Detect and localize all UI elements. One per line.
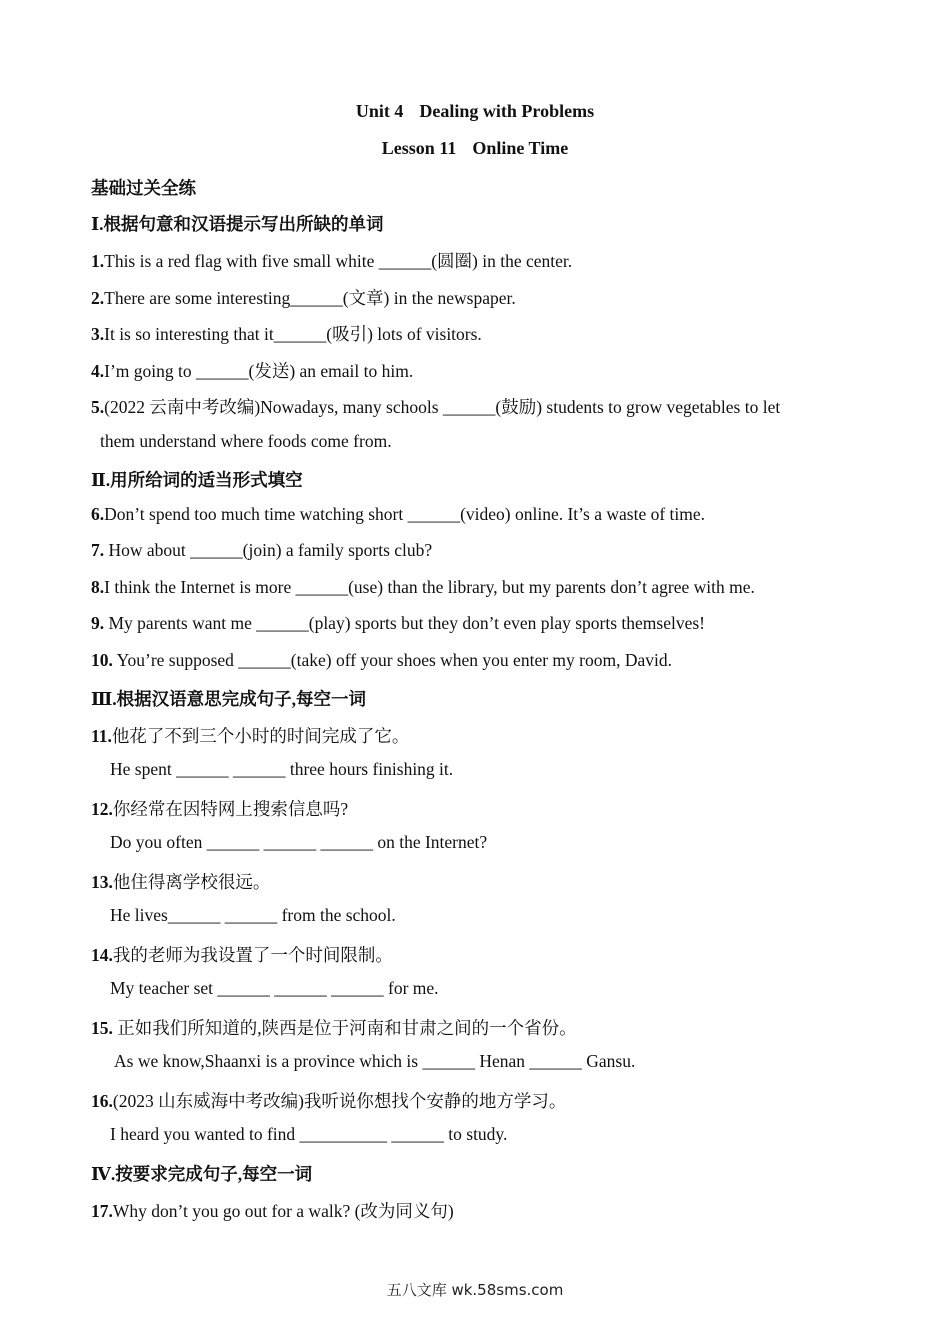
question-number: 8. [91, 577, 105, 597]
question-text: 正如我们所知道的,陕西是位于河南和甘肃之间的一个省份。 [112, 1018, 577, 1038]
question-7 [91, 540, 432, 561]
lesson-number: Lesson 11 [381, 138, 457, 158]
question-9 [91, 613, 705, 634]
question-number: 17. [91, 1201, 113, 1221]
question-number: 4. [91, 361, 105, 381]
question-number: 13. [91, 872, 113, 892]
question-1 [91, 248, 572, 273]
question-number: 9. [91, 613, 105, 633]
question-6 [91, 504, 705, 525]
question-text: (2022 云南中考改编)Nowadays, many schools ______(鼓励) students to grow vegetables to let [104, 397, 781, 417]
question-text: 他花了不到三个小时的时间完成了它。 [111, 726, 410, 746]
question-15 [91, 1015, 577, 1040]
unit-name: Dealing with Problems [419, 101, 595, 121]
question-11-answer-line: He spent ______ ______ three hours finishing it. [110, 759, 454, 779]
lesson-name: Online Time [472, 138, 569, 158]
question-text: 你经常在因特网上搜索信息吗? [112, 799, 349, 819]
question-text: You’re supposed ______(take) off your shoes when you enter my room, David. [112, 650, 672, 670]
question-8 [91, 577, 755, 598]
question-16-answer-line: I heard you wanted to find __________ ______ to study. [110, 1124, 508, 1144]
question-number: 10. [91, 650, 113, 670]
question-11 [91, 723, 409, 748]
question-number: 15. [91, 1018, 113, 1038]
question-13-answer-line: He lives______ ______ from the school. [110, 905, 396, 925]
unit-title [0, 101, 950, 122]
question-12-answer-line: Do you often ______ ______ ______ on the Internet? [110, 832, 488, 852]
question-16 [91, 1088, 566, 1113]
unit-number: Unit 4 [355, 101, 404, 121]
lesson-title [0, 138, 950, 159]
question-10 [91, 650, 672, 671]
question-number: 5. [91, 397, 105, 417]
question-text: My parents want me ______(play) sports but they don’t even play sports themselves! [104, 613, 706, 633]
question-3 [91, 321, 482, 346]
question-number: 1. [91, 251, 105, 271]
section-2-heading: Ⅱ.用所给词的适当形式填空 [91, 470, 303, 490]
footer-watermark: 五八文库 wk.58sms.com [386, 1281, 564, 1299]
section-1-heading: Ⅰ.根据句意和汉语提示写出所缺的单词 [91, 214, 384, 234]
question-15-answer-line: As we know,Shaanxi is a province which is ______ Henan ______ Gansu. [114, 1051, 636, 1071]
question-number: 2. [91, 288, 105, 308]
question-17 [91, 1198, 454, 1223]
question-number: 12. [91, 799, 113, 819]
question-12 [91, 796, 348, 821]
question-13 [91, 869, 270, 894]
question-text: Don’t spend too much time watching short ______(video) online. It’s a waste of time. [104, 504, 706, 524]
question-text: (2023 山东威海中考改编)我听说你想找个安静的地方学习。 [112, 1091, 567, 1111]
question-5-continuation: them understand where foods come from. [100, 431, 392, 451]
section-3-heading: Ⅲ.根据汉语意思完成句子,每空一词 [91, 689, 367, 709]
question-number: 11. [91, 726, 112, 746]
question-number: 3. [91, 324, 105, 344]
question-number: 7. [91, 540, 105, 560]
question-text: I think the Internet is more ______(use) than the library, but my parents don’t agree with me. [104, 577, 755, 597]
question-text: This is a red flag with five small white ______(圆圈) in the center. [104, 251, 573, 271]
question-14 [91, 942, 393, 967]
section-main-heading: 基础过关全练 [91, 178, 196, 198]
question-text: I’m going to ______(发送) an email to him. [104, 361, 414, 381]
section-4-heading: Ⅳ.按要求完成句子,每空一词 [91, 1164, 313, 1184]
question-4 [91, 358, 413, 383]
question-text: 我的老师为我设置了一个时间限制。 [112, 945, 393, 965]
question-text: Why don’t you go out for a walk? (改为同义句) [112, 1201, 454, 1221]
question-14-answer-line: My teacher set ______ ______ ______ for me. [110, 978, 439, 998]
question-number: 14. [91, 945, 113, 965]
question-number: 6. [91, 504, 105, 524]
question-text: There are some interesting______(文章) in the newspaper. [104, 288, 516, 308]
question-text: How about ______(join) a family sports club? [104, 540, 433, 560]
question-5 [91, 394, 780, 419]
question-2 [91, 285, 516, 310]
question-text: 他住得离学校很远。 [112, 872, 271, 892]
question-text: It is so interesting that it______(吸引) lots of visitors. [104, 324, 482, 344]
question-number: 16. [91, 1091, 113, 1111]
